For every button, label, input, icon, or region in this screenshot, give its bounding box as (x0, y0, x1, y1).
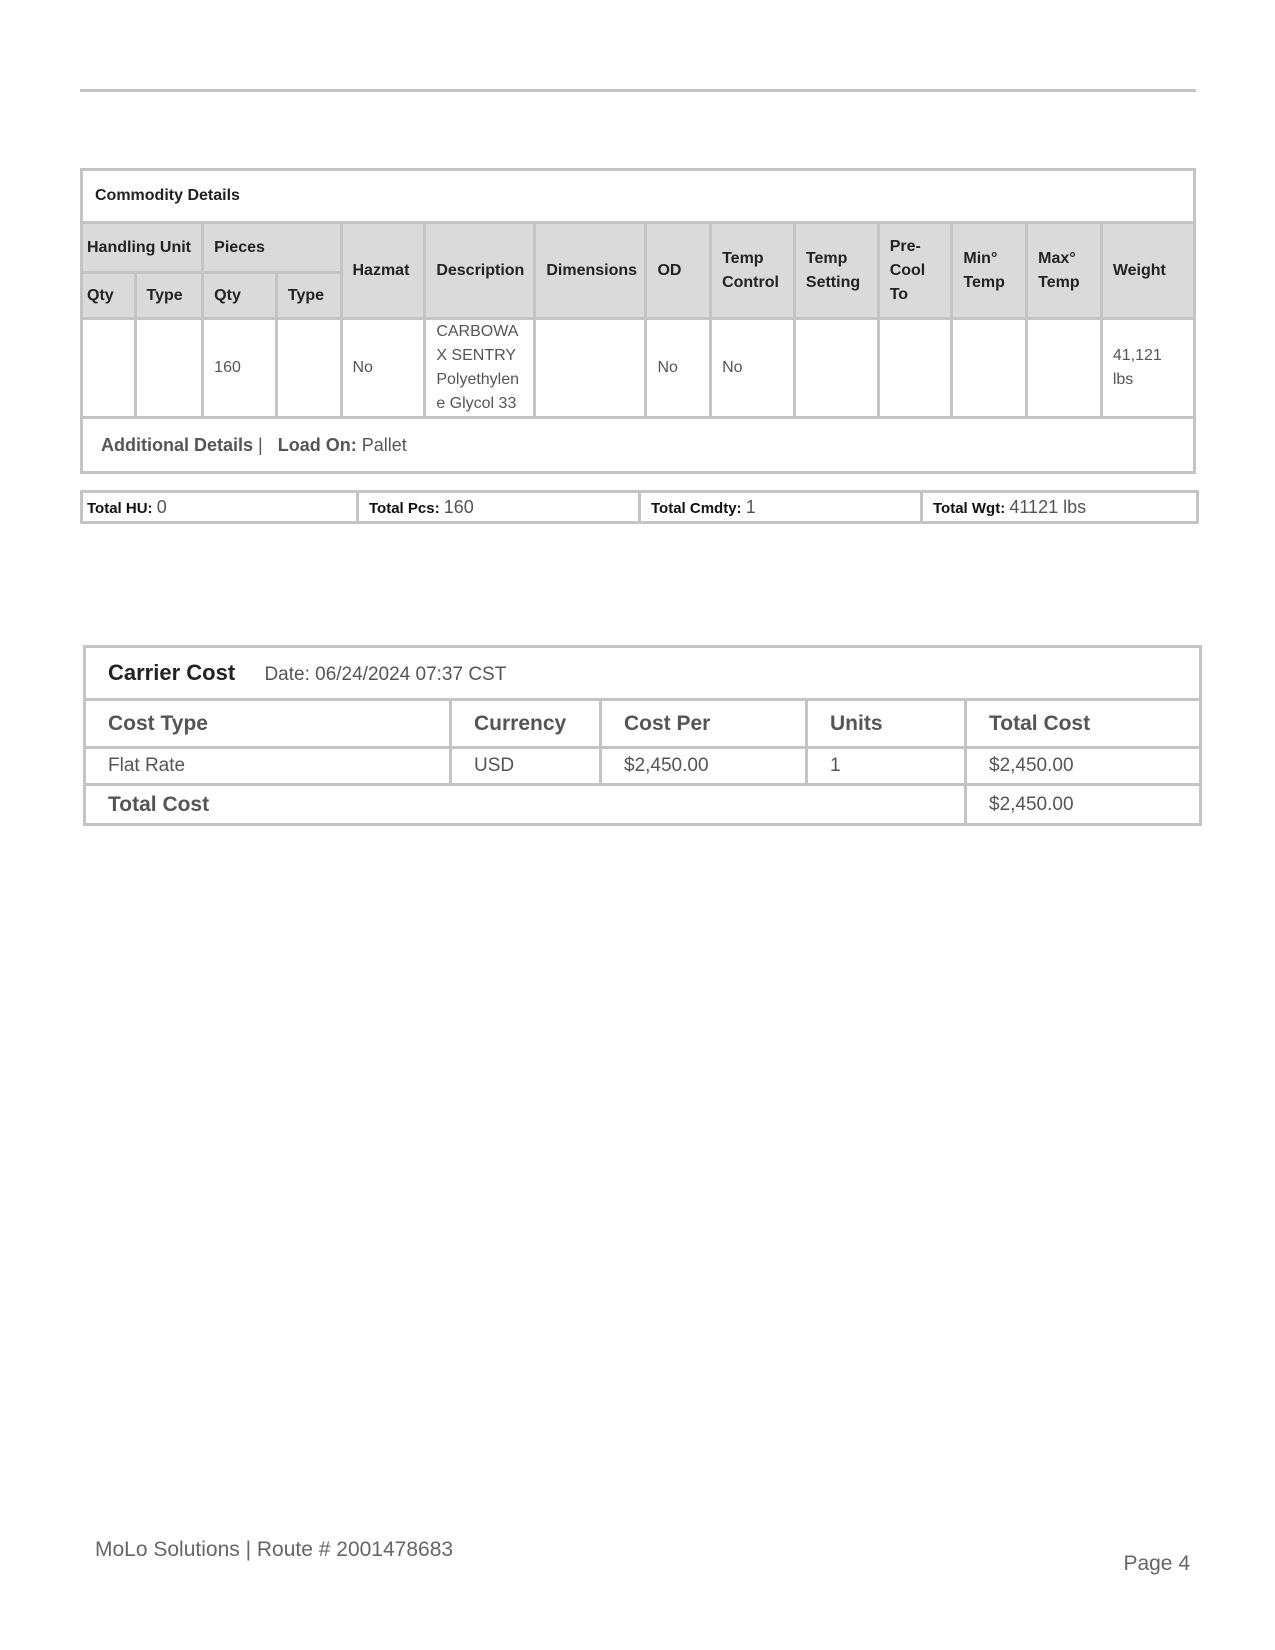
min-temp-cell (952, 319, 1027, 418)
carrier-cost-header (85, 647, 1201, 700)
pcs-qty-cell: 160 (203, 319, 277, 418)
units-header: Units (807, 700, 966, 748)
hazmat-header: Hazmat (341, 223, 425, 319)
currency-cell: USD (451, 748, 601, 785)
cost-type-cell: Flat Rate (85, 748, 451, 785)
additional-details-separator: | (258, 435, 263, 455)
hu-qty-cell (82, 319, 136, 418)
total-hu (82, 492, 358, 523)
pieces-header: Pieces (203, 223, 341, 273)
max-temp-cell (1027, 319, 1102, 418)
carrier-cost-date: Date: 06/24/2024 07:37 CST (264, 664, 507, 685)
temp-control-header: Temp Control (711, 223, 795, 319)
total-cost-cell: $2,450.00 (966, 748, 1201, 785)
total-wgt-value: 41121 lbs (1009, 496, 1087, 517)
currency-header: Currency (451, 700, 601, 748)
pcs-type-header: Type (276, 273, 341, 319)
cost-per-cell: $2,450.00 (601, 748, 807, 785)
units-cell: 1 (807, 748, 966, 785)
total-hu-value: 0 (156, 496, 167, 517)
carrier-cost-table (83, 645, 1202, 826)
hu-type-cell (135, 319, 203, 418)
total-wgt-label: Total Wgt: (933, 499, 1006, 517)
hu-type-header: Type (135, 273, 203, 319)
top-divider (80, 89, 1196, 92)
pcs-qty-header: Qty (203, 273, 277, 319)
total-pcs-label: Total Pcs: (369, 499, 440, 517)
carrier-cost-title: Carrier Cost (108, 660, 236, 685)
total-wgt (922, 492, 1198, 523)
load-on-value: Pallet (361, 435, 407, 455)
total-hu-label: Total HU: (87, 499, 153, 517)
commodity-details-table (80, 168, 1196, 474)
commodity-row (82, 319, 1195, 418)
max-temp-header: Max° Temp (1027, 223, 1102, 319)
additional-details (82, 418, 1195, 473)
weight-cell: 41,121 lbs (1101, 319, 1194, 418)
cost-type-header: Cost Type (85, 700, 451, 748)
temp-setting-cell (794, 319, 878, 418)
total-cmdty (640, 492, 922, 523)
table-row (85, 748, 1201, 785)
total-cost-value: $2,450.00 (966, 785, 1201, 825)
description-header: Description (425, 223, 535, 319)
cost-per-header: Cost Per (601, 700, 807, 748)
load-on-label: Load On: (277, 435, 357, 455)
od-cell: No (646, 319, 711, 418)
pcs-type-cell (276, 319, 341, 418)
additional-details-label: Additional Details (101, 435, 254, 455)
temp-control-cell: No (711, 319, 795, 418)
pre-cool-to-cell (878, 319, 952, 418)
dimensions-cell (535, 319, 646, 418)
temp-setting-header: Temp Setting (794, 223, 878, 319)
description-cell: CARBOWAX SENTRY Polyethylene Glycol 33 (425, 319, 535, 418)
dimensions-header: Dimensions (535, 223, 646, 319)
hazmat-cell: No (341, 319, 425, 418)
total-cmdty-label: Total Cmdty: (651, 499, 742, 517)
total-pcs (358, 492, 640, 523)
commodity-details-caption: Commodity Details (82, 170, 1195, 223)
hu-qty-header: Qty (82, 273, 136, 319)
total-cost-label: Total Cost (85, 785, 966, 825)
page-number: Page 4 (1123, 1552, 1190, 1575)
handling-unit-header: Handling Unit (82, 223, 203, 273)
commodity-totals (80, 490, 1199, 524)
min-temp-header: Min° Temp (952, 223, 1027, 319)
total-cmdty-value: 1 (745, 496, 756, 517)
pre-cool-to-header: Pre-Cool To (878, 223, 952, 319)
od-header: OD (646, 223, 711, 319)
weight-header: Weight (1101, 223, 1194, 319)
footer-route: MoLo Solutions | Route # 2001478683 (95, 1538, 454, 1561)
total-pcs-value: 160 (443, 496, 474, 517)
total-cost-header: Total Cost (966, 700, 1201, 748)
